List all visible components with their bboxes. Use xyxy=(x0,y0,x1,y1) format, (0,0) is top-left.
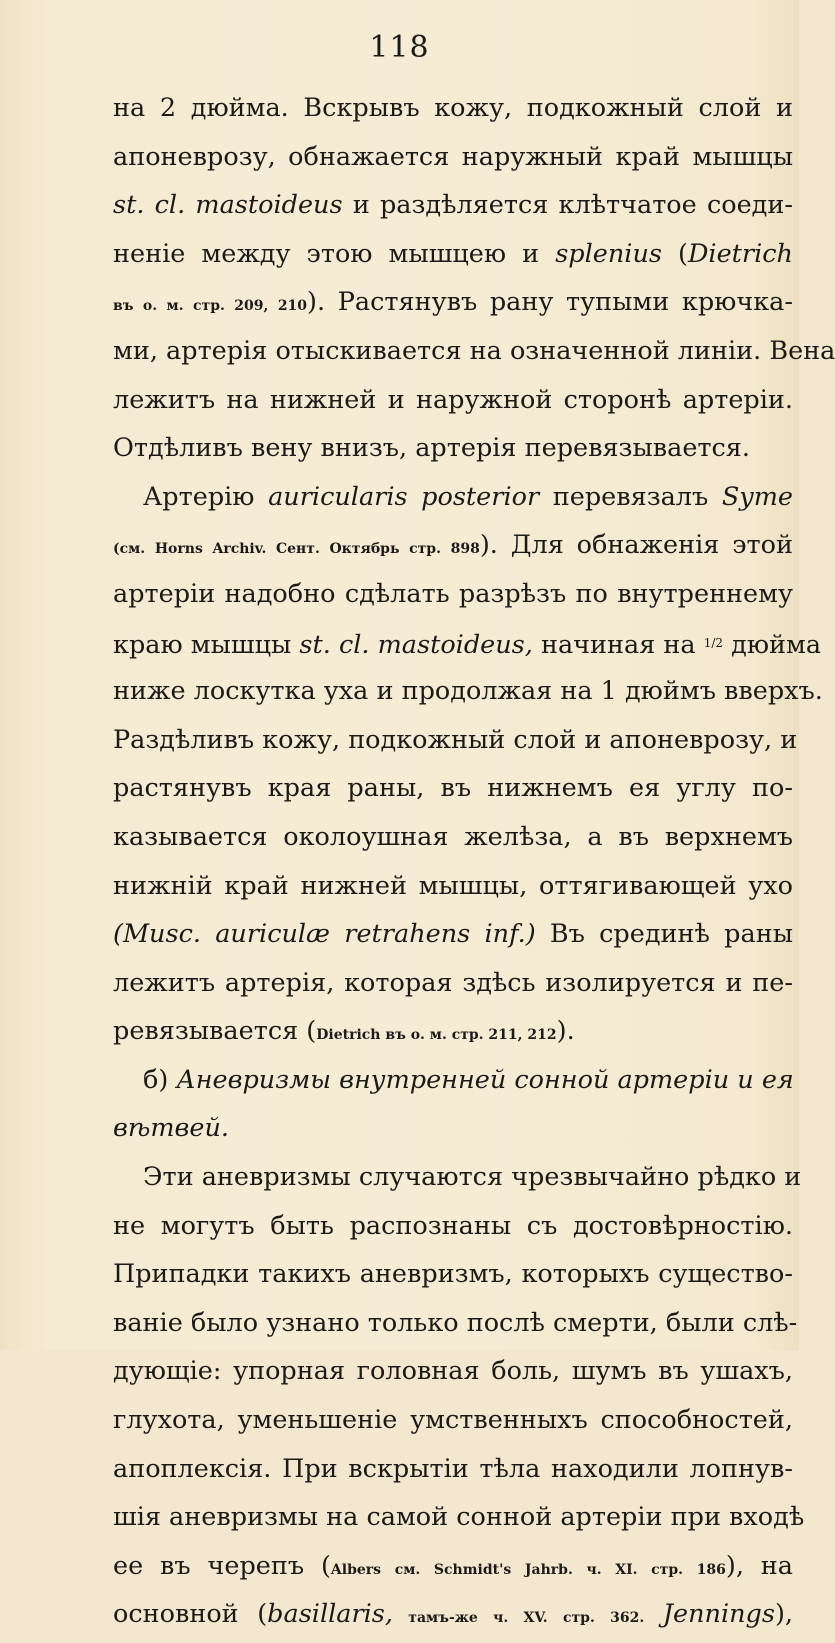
text-line xyxy=(113,764,793,813)
text-line xyxy=(113,1445,793,1494)
text-segment: вѣтвей. xyxy=(113,1113,229,1144)
text-line xyxy=(113,1493,805,1542)
text-line xyxy=(113,1153,802,1202)
text-line xyxy=(113,959,793,1008)
text-line xyxy=(113,1396,793,1445)
text-line xyxy=(113,1007,793,1056)
text-segment: Dietrich xyxy=(687,238,793,269)
text-segment: Albers см. Schmidt's Jahrb. ч. XI. стр. 186 xyxy=(330,1561,726,1578)
text-segment: Отдѣливъ вену внизъ, артерія перевязывается. xyxy=(113,433,750,464)
text-line xyxy=(113,1104,793,1153)
text-segment: ниже лоскутка уха и продолжая на 1 дюймъ вверхъ. xyxy=(113,676,823,707)
text-segment: тамъ-же ч. XV. стр. 362. xyxy=(393,1610,645,1627)
text-segment: basillaris, xyxy=(267,1599,393,1630)
text-segment: Въ срединѣ раны xyxy=(535,919,793,950)
text-line xyxy=(113,473,793,522)
text-line xyxy=(113,133,793,182)
text-segment: Артерію xyxy=(143,481,269,512)
text-line xyxy=(113,910,793,959)
text-segment xyxy=(644,1599,663,1629)
text-line xyxy=(113,521,793,570)
text-segment: лежитъ артерія, которая здѣсь изолируется и пе- xyxy=(113,967,793,998)
text-segment: auricularis posterior xyxy=(268,481,540,512)
text-segment: Syme xyxy=(721,481,793,512)
text-line xyxy=(113,570,793,619)
text-segment: апоневрозу, обнажается наружный край мышцы xyxy=(113,141,793,172)
text-segment: на 2 дюйма. Вскрывъ кожу, подкожный слой и xyxy=(113,93,793,123)
text-line xyxy=(113,424,793,473)
text-line xyxy=(113,181,793,230)
text-line xyxy=(113,1299,798,1348)
text-segment: ). Для обнаженія этой xyxy=(479,530,793,561)
text-line xyxy=(113,230,793,279)
text-line xyxy=(113,376,793,425)
text-line xyxy=(113,619,822,668)
text-segment: Раздѣливъ кожу, подкожный слой и апоневрозу, и xyxy=(113,724,798,755)
text-segment: въ о. м. стр. 209, 210 xyxy=(113,298,308,315)
text-segment: ). xyxy=(556,1016,575,1047)
text-line xyxy=(113,667,823,716)
text-segment: splenius xyxy=(555,238,662,269)
text-segment: Dietrich въ о. м. стр. 211, 212 xyxy=(316,1027,557,1044)
text-segment: ми, артерія отыскивается на означенной линіи. Вена xyxy=(113,335,835,366)
text-line xyxy=(113,716,798,765)
text-line xyxy=(113,278,793,327)
text-segment: артеріи надобно сдѣлать разрѣзъ по внутреннему xyxy=(113,578,793,609)
text-segment: ревязывается ( xyxy=(113,1016,317,1047)
text-segment: краю мышцы xyxy=(113,629,300,660)
text-segment: неніе между этою мышцею и xyxy=(113,238,556,269)
text-line xyxy=(113,1590,793,1639)
text-segment: (см. Horns Archiv. Сент. Октябрь стр. 898 xyxy=(113,541,480,558)
text-segment: Припадки такихъ аневризмъ, которыхъ существо- xyxy=(113,1259,793,1290)
text-line xyxy=(113,862,793,911)
text-segment: апоплексія. При вскрытіи тѣла находили лопнув- xyxy=(113,1453,793,1484)
text-line xyxy=(113,327,835,376)
text-segment: Эти аневризмы случаются чрезвычайно рѣдко и xyxy=(143,1162,802,1193)
text-line xyxy=(113,1202,793,1251)
text-segment: ). Растянувъ рану тупыми крючка- xyxy=(307,287,793,318)
text-segment: ( xyxy=(661,238,688,269)
text-segment: ), на xyxy=(725,1550,793,1581)
text-line xyxy=(113,84,793,133)
text-segment: казывается околоушная желѣза, а въ верхнемъ xyxy=(113,821,793,852)
text-segment: растянувъ края раны, въ нижнемъ ея углу по- xyxy=(113,773,793,804)
text-segment: основной ( xyxy=(113,1599,268,1630)
text-segment: ее въ черепъ ( xyxy=(113,1550,331,1581)
text-segment: Jennings xyxy=(662,1599,775,1630)
text-segment: не могутъ быть распознаны съ достовѣрностію. xyxy=(113,1210,793,1241)
text-segment: st. cl. mastoideus xyxy=(113,190,343,221)
text-segment: ваніе было узнано только послѣ смерти, были слѣ- xyxy=(113,1307,798,1338)
text-segment: дюйма xyxy=(723,629,822,660)
text-segment: ), xyxy=(774,1599,794,1630)
text-segment: начиная на xyxy=(532,629,704,660)
text-line xyxy=(113,1542,793,1591)
text-line xyxy=(113,1056,793,1105)
text-segment: дующіе: упорная головная боль, шумъ въ ушахъ, xyxy=(113,1356,793,1387)
text-segment: перевязалъ xyxy=(539,481,722,512)
text-line xyxy=(113,1347,793,1396)
body-text xyxy=(113,84,835,1639)
text-segment: Аневризмы внутренней сонной артеріи и ея xyxy=(176,1064,794,1095)
text-segment: 1/2 xyxy=(703,635,724,650)
text-segment: лежитъ на нижней и наружной сторонѣ артеріи. xyxy=(113,384,793,415)
text-segment: б) xyxy=(143,1064,177,1095)
page-number: 118 xyxy=(369,30,430,65)
text-segment: глухота, уменьшеніе умственныхъ способностей, xyxy=(113,1405,793,1436)
text-segment: и раздѣляется клѣтчатое соеди- xyxy=(342,190,793,221)
text-segment: нижній край нижней мышцы, оттягивающей ухо xyxy=(113,870,793,901)
text-segment: (Musc. auriculæ retrahens inf.) xyxy=(113,919,536,950)
text-segment: шія аневризмы на самой сонной артеріи при входѣ xyxy=(113,1502,805,1533)
text-line xyxy=(113,813,793,862)
text-segment: st. cl. mastoideus, xyxy=(299,629,533,660)
text-line xyxy=(113,1250,793,1299)
